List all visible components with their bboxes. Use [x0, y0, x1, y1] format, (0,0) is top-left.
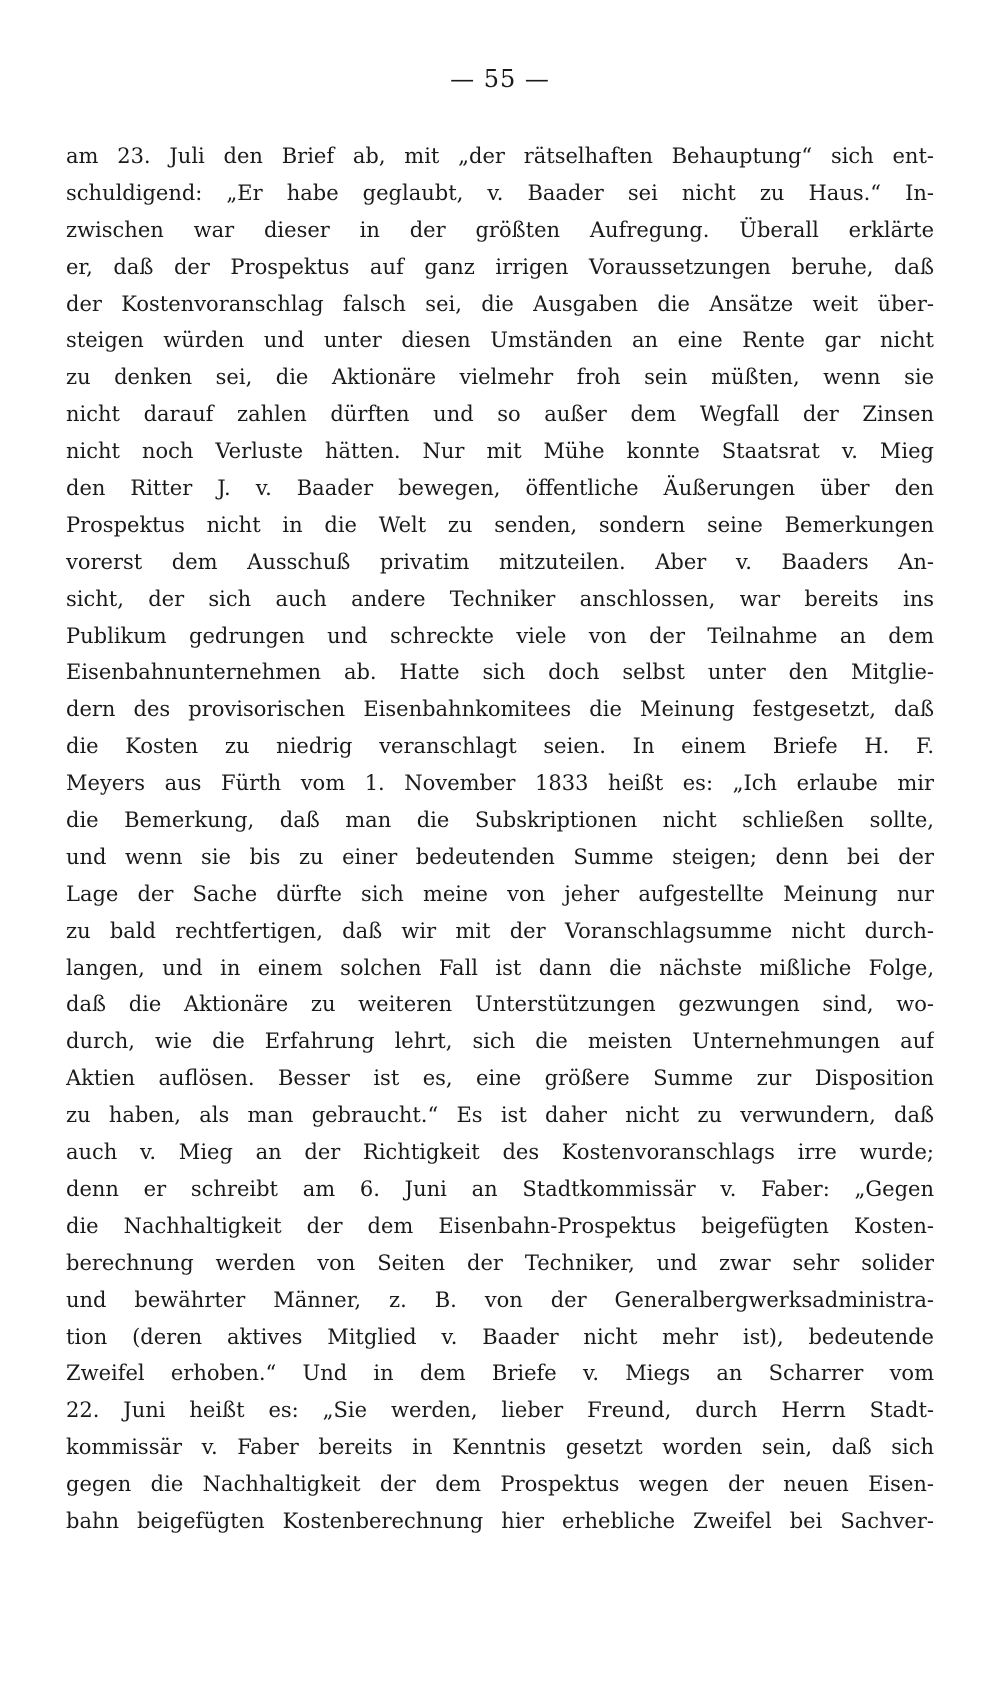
text-line: langen, und in einem solchen Fall ist dann die nächste mißliche Folge,: [66, 955, 934, 980]
text-line: auch v. Mieg an der Richtigkeit des Kostenvoranschlags irre wurde;: [66, 1140, 934, 1165]
text-line: dern des provisorischen Eisenbahnkomitees die Meinung festgesetzt, daß: [66, 697, 934, 722]
text-line: am 23. Juli den Brief ab, mit „der rätselhaften Behauptung“ sich ent-: [66, 144, 934, 168]
body-text: [66, 138, 934, 1540]
text-line: daß die Aktionäre zu weiteren Unterstützungen gezwungen sind, wo-: [66, 992, 934, 1017]
text-line: 22. Juni heißt es: „Sie werden, lieber Freund, durch Herrn Stadt-: [66, 1398, 934, 1423]
text-line: vorerst dem Ausschuß privatim mitzuteilen. Aber v. Baaders An-: [66, 549, 934, 574]
text-line: Publikum gedrungen und schreckte viele von der Teilnahme an dem: [66, 623, 934, 648]
text-line: Lage der Sache dürfte sich meine von jeher aufgestellte Meinung nur: [66, 881, 934, 906]
text-line: Aktien auflösen. Besser ist es, eine größere Summe zur Disposition: [66, 1066, 934, 1091]
text-line: bahn beigefügten Kostenberechnung hier erhebliche Zweifel bei Sachver-: [66, 1508, 934, 1533]
text-line: zu haben, als man gebraucht.“ Es ist daher nicht zu verwundern, daß: [66, 1103, 934, 1128]
text-line: nicht noch Verluste hätten. Nur mit Mühe konnte Staatsrat v. Mieg: [66, 439, 934, 464]
page-number: — 55 —: [450, 65, 550, 93]
text-line: Zweifel erhoben.“ Und in dem Briefe v. Miegs an Scharrer vom: [66, 1361, 934, 1386]
text-line: sicht, der sich auch andere Techniker anschlossen, war bereits ins: [66, 586, 934, 611]
text-line: der Kostenvoranschlag falsch sei, die Ausgaben die Ansätze weit über-: [66, 291, 934, 316]
text-line: die Bemerkung, daß man die Subskriptionen nicht schließen sollte,: [66, 808, 934, 833]
text-line: gegen die Nachhaltigkeit der dem Prospektus wegen der neuen Eisen-: [66, 1472, 934, 1497]
text-line: durch, wie die Erfahrung lehrt, sich die meisten Unternehmungen auf: [66, 1029, 934, 1054]
text-line: tion (deren aktives Mitglied v. Baader nicht mehr ist), bedeutende: [66, 1324, 934, 1349]
text-line: zu bald rechtfertigen, daß wir mit der Voranschlagsumme nicht durch-: [66, 918, 934, 943]
text-line: zu denken sei, die Aktionäre vielmehr froh sein müßten, wenn sie: [66, 365, 934, 390]
text-line: denn er schreibt am 6. Juni an Stadtkommissär v. Faber: „Gegen: [66, 1176, 934, 1201]
text-line: die Kosten zu niedrig veranschlagt seien. In einem Briefe H. F.: [66, 734, 934, 759]
text-line: die Nachhaltigkeit der dem Eisenbahn-Prospektus beigefügten Kosten-: [66, 1213, 934, 1238]
text-line: berechnung werden von Seiten der Techniker, und zwar sehr solider: [66, 1250, 934, 1275]
text-line: und bewährter Männer, z. B. von der Generalbergwerksadministra-: [66, 1287, 934, 1312]
text-line: schuldigend: „Er habe geglaubt, v. Baader sei nicht zu Haus.“ In-: [66, 180, 934, 205]
text-line: den Ritter J. v. Baader bewegen, öffentliche Äußerungen über den: [66, 476, 934, 501]
text-line: Meyers aus Fürth vom 1. November 1833 heißt es: „Ich erlaube mir: [66, 771, 934, 796]
text-line: und wenn sie bis zu einer bedeutenden Summe steigen; denn bei der: [66, 844, 934, 869]
text-line: nicht darauf zahlen dürften und so außer dem Wegfall der Zinsen: [66, 402, 934, 427]
text-line: er, daß der Prospektus auf ganz irrigen Voraussetzungen beruhe, daß: [66, 254, 934, 279]
text-line: zwischen war dieser in der größten Aufregung. Überall erklärte: [66, 217, 934, 242]
text-line: steigen würden und unter diesen Umständen an eine Rente gar nicht: [66, 328, 934, 353]
text-line: kommissär v. Faber bereits in Kenntnis gesetzt worden sein, daß sich: [66, 1435, 934, 1460]
text-line: Eisenbahnunternehmen ab. Hatte sich doch selbst unter den Mitglie-: [66, 660, 934, 685]
text-line: Prospektus nicht in die Welt zu senden, sondern seine Bemerkungen: [66, 512, 934, 537]
